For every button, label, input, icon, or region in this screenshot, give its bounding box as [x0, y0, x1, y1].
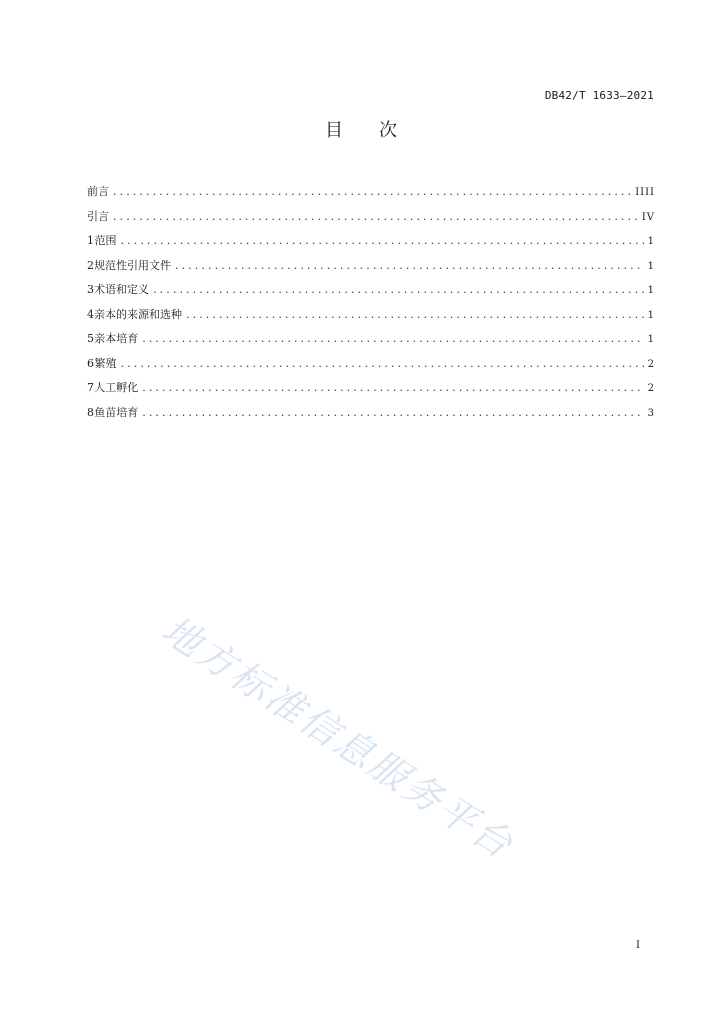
toc-entry-preface[interactable] [87, 180, 655, 205]
toc-entry-6[interactable] [87, 352, 655, 377]
toc-leader-dots [142, 401, 643, 426]
toc-entry-introduction[interactable] [87, 205, 655, 230]
toc-entry-label: 引言 [87, 209, 109, 223]
toc-entry-page: 3 [647, 407, 655, 419]
toc-entry-number: 8 [87, 405, 94, 419]
toc-entry-number: 7 [87, 381, 94, 394]
toc-entry-page: 1 [647, 334, 655, 345]
toc-entry-number: 6 [87, 356, 94, 370]
toc-title-right: 次 [379, 120, 399, 141]
toc-title [0, 116, 724, 142]
toc-entry-label: 规范性引用文件 [94, 258, 171, 272]
toc-entry-number: 1 [87, 234, 94, 247]
toc-entry-4[interactable] [87, 303, 655, 328]
toc-entry-page: 2 [647, 358, 655, 370]
toc-leader-dots [175, 254, 644, 279]
toc-entry-7[interactable] [87, 376, 655, 401]
toc-leader-dots [142, 327, 643, 352]
toc-entry-label: 前言 [87, 185, 109, 198]
toc-entry-label: 亲本的来源和选种 [94, 307, 182, 321]
footer-page-number: I [636, 940, 640, 951]
toc-entry-label: 亲本培育 [94, 332, 139, 345]
toc-entry-page: IIII [635, 187, 655, 198]
toc-leader-dots [121, 352, 644, 377]
toc-entry-label: 鱼苗培育 [94, 405, 139, 419]
toc-entry-1[interactable] [87, 229, 655, 254]
toc-leader-dots [113, 205, 638, 230]
toc-leader-dots [186, 303, 644, 328]
toc-title-left: 目 [325, 120, 345, 141]
toc-entry-label: 范围 [94, 234, 117, 247]
toc-entry-label: 繁殖 [94, 356, 117, 370]
toc-list [87, 180, 655, 425]
toc-entry-label: 人工孵化 [94, 381, 139, 394]
toc-leader-dots [142, 376, 643, 401]
toc-entry-3[interactable] [87, 278, 655, 303]
toc-entry-page: IV [641, 211, 655, 223]
toc-entry-label: 术语和定义 [94, 283, 150, 296]
toc-leader-dots [153, 278, 644, 303]
toc-entry-number: 4 [87, 307, 94, 321]
toc-entry-5[interactable] [87, 327, 655, 352]
toc-leader-dots [113, 180, 631, 205]
toc-entry-page: 1 [647, 285, 655, 296]
document-code: DB42/T 1633—2021 [544, 89, 654, 102]
toc-entry-8[interactable] [87, 401, 655, 426]
toc-entry-page: 1 [647, 260, 655, 272]
toc-leader-dots [121, 229, 644, 254]
toc-entry-page: 2 [647, 383, 655, 394]
toc-entry-number: 3 [87, 283, 94, 296]
toc-entry-2[interactable] [87, 254, 655, 279]
toc-entry-number: 5 [87, 332, 94, 345]
toc-entry-page: 1 [647, 236, 655, 247]
watermark: 地方标准信息服务平台 [154, 607, 522, 868]
toc-entry-number: 2 [87, 258, 94, 272]
toc-entry-page: 1 [647, 309, 655, 321]
